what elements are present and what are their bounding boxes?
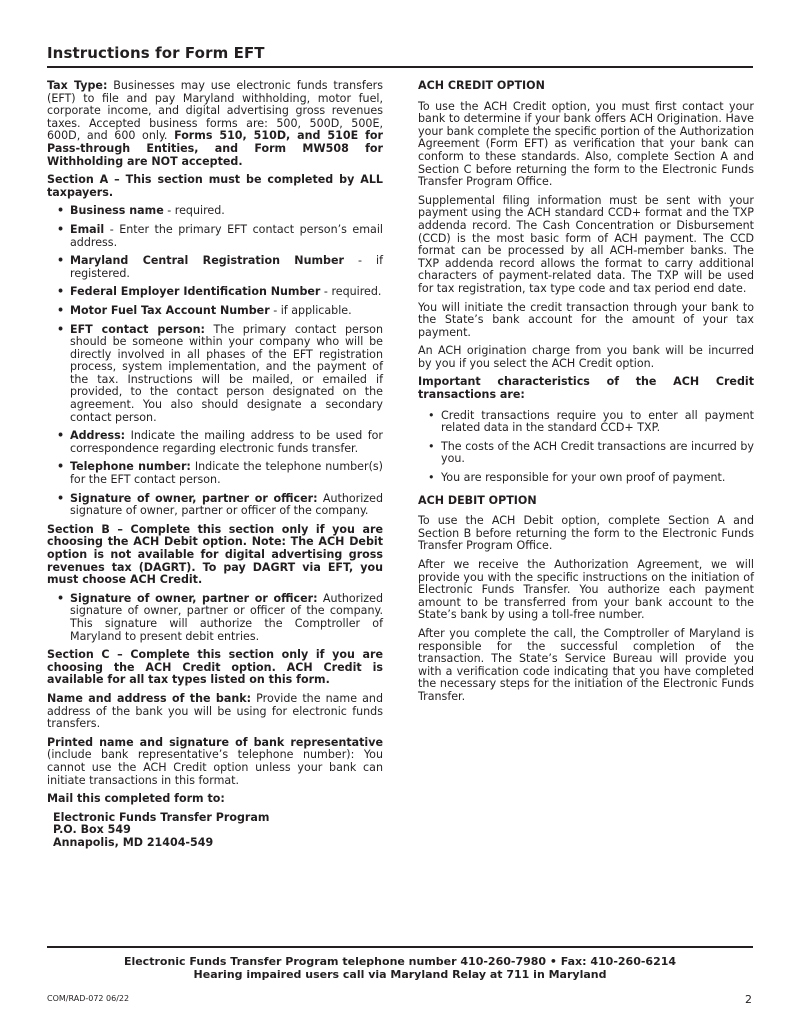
ach-debit-heading: ACH DEBIT OPTION bbox=[418, 493, 537, 507]
address-line: Annapolis, MD 21404-549 bbox=[53, 835, 214, 849]
list-item bbox=[47, 461, 383, 486]
item-text: Authorized signature of owner, partner or officer of the company. This signature will authorize the Comptroller of Maryland to present debit entries. bbox=[70, 591, 383, 643]
bullet-icon: • bbox=[57, 303, 65, 317]
section-a-heading: Section A – This section must be completed by ALL taxpayers. bbox=[47, 173, 383, 199]
bullet-icon: • bbox=[57, 491, 65, 505]
paragraph: You will initiate the credit transaction through your bank to the State’s bank account for the amount of your tax payment. bbox=[418, 300, 754, 339]
section-b-heading: Section B – Complete this section only if you are choosing the ACH Debit option. Note: The ACH Debit option is not available for digital advertising gross revenues tax (DAGRT). To pay DAGRT via EFT, you must choose ACH Credit. bbox=[47, 522, 383, 587]
item-label: Signature of owner, partner or officer: bbox=[70, 591, 318, 605]
footer-relay-line: Hearing impaired users call via Maryland Relay at 711 in Maryland bbox=[193, 968, 607, 981]
form-code: COM/RAD-072 06/22 bbox=[47, 994, 130, 1003]
paragraph: To use the ACH Debit option, complete Section A and Section B before returning the form to the Electronic Funds Transfer Program Office. bbox=[418, 514, 754, 553]
tax-type-label: Tax Type: bbox=[47, 79, 108, 92]
item-text: - if applicable. bbox=[269, 303, 352, 317]
bullet-icon: • bbox=[57, 460, 65, 474]
item-label: Signature of owner, partner or officer: bbox=[70, 491, 318, 505]
item-text: - if registered. bbox=[70, 254, 384, 280]
tax-type-note: Forms 510, 510D, and 510E for Pass-through Entities, and Form MW508 for Withholding are NOT accepted. bbox=[47, 129, 383, 168]
ach-credit-heading: ACH CREDIT OPTION bbox=[418, 79, 545, 92]
list-item bbox=[47, 493, 383, 518]
item-label: Address: bbox=[70, 429, 126, 443]
page-number: 2 bbox=[745, 993, 752, 1006]
section-b-list bbox=[47, 593, 383, 643]
list-item bbox=[418, 441, 754, 466]
list-item bbox=[47, 205, 383, 218]
section-c-heading: Section C – Complete this section only if you are choosing the ACH Credit option. ACH Credit is available for all tax types listed on this form. bbox=[47, 648, 383, 687]
item-text: - Enter the primary EFT contact person’s email address. bbox=[70, 222, 383, 249]
list-item bbox=[47, 255, 383, 280]
paragraph: After you complete the call, the Comptroller of Maryland is responsible for the successful completion of the transaction. The State’s Service Bureau will provide you with a verification code indicating that you have completed the necessary steps for the initiation of the Electronic Funds Transfer. bbox=[418, 626, 754, 703]
bank-rep-text: (include bank representative’s telephone number): You cannot use the ACH Credit option unless your bank can initiate transactions in this format. bbox=[47, 748, 383, 787]
mailing-address bbox=[53, 812, 383, 850]
item-label: Federal Employer Identification Number bbox=[70, 285, 321, 299]
bullet-icon: • bbox=[57, 222, 65, 236]
bullet-icon: • bbox=[57, 322, 65, 336]
list-item bbox=[47, 286, 383, 299]
page-title: Instructions for Form EFT bbox=[47, 44, 265, 62]
list-item bbox=[47, 305, 383, 318]
bullet-icon: • bbox=[57, 429, 65, 443]
bank-paragraph bbox=[47, 693, 383, 731]
item-label: Maryland Central Registration Number bbox=[70, 254, 344, 268]
footer-divider bbox=[47, 946, 753, 948]
tax-type-paragraph bbox=[47, 80, 383, 168]
paragraph: To use the ACH Credit option, you must first contact your bank to determine if your bank offers ACH Origination. Have your bank complete the specific portion of the Authorization Agreement (Form EFT) as verification that your bank can conform to these standards. Also, complete Section A and Section C before returning the form to the Electronic Funds Transfer Program Office. bbox=[418, 99, 754, 189]
item-text: Authorized signature of owner, partner or officer of the company. bbox=[70, 491, 383, 518]
bullet-icon: • bbox=[57, 204, 65, 218]
bullet-icon: • bbox=[428, 408, 435, 422]
mail-heading: Mail this completed form to: bbox=[47, 792, 225, 806]
list-item bbox=[418, 410, 754, 435]
list-item bbox=[47, 593, 383, 643]
list-item bbox=[47, 430, 383, 455]
bank-rep-paragraph bbox=[47, 737, 383, 787]
paragraph: After we receive the Authorization Agreement, we will provide you with the specific instructions on the initiation of Electronic Funds Transfer. You authorize each payment amount to be transferred from your bank account to the State’s bank by using a toll-free number. bbox=[418, 558, 754, 622]
item-text: You are responsible for your own proof of payment. bbox=[441, 471, 726, 485]
paragraph: An ACH origination charge from you bank will be incurred by you if you select the ACH Credit option. bbox=[418, 344, 754, 370]
bullet-icon: • bbox=[57, 591, 65, 605]
bullet-icon: • bbox=[428, 439, 435, 453]
item-label: Telephone number: bbox=[70, 460, 191, 474]
paragraph: Supplemental filing information must be sent with your payment using the ACH standard CCD+ format and the TXP addenda record. The Cash Concentration or Disbursement (CCD) is the most basic form of ACH payment. The CCD format can be processed by all ACH-member banks. The TXP addenda record allows the format to carry additional characters of payment-related data. The TXP will be used for tax registration, tax type code and tax period end date. bbox=[418, 193, 754, 295]
list-item bbox=[47, 324, 383, 425]
item-label: Business name bbox=[70, 204, 164, 218]
left-column bbox=[47, 80, 383, 849]
section-a-list bbox=[47, 205, 383, 517]
characteristics-heading: Important characteristics of the ACH Credit transactions are: bbox=[418, 375, 754, 402]
address-line: Electronic Funds Transfer Program bbox=[53, 810, 270, 824]
item-text: Indicate the mailing address to be used for correspondence regarding electronic funds transfer. bbox=[70, 429, 383, 455]
item-label: EFT contact person: bbox=[70, 322, 205, 336]
item-text: The primary contact person should be someone within your company who will be directly involved in all phases of the EFT registration process, system implementation, and the payment of the tax. Instructions will be mailed, or emailed if provided, to the contact person designated on the agreement. You also should designate a secondary contact person. bbox=[70, 322, 383, 424]
address-line: P.O. Box 549 bbox=[53, 823, 131, 837]
item-label: Motor Fuel Tax Account Number bbox=[70, 303, 270, 317]
bullet-icon: • bbox=[57, 285, 65, 299]
footer-contact-line: Electronic Funds Transfer Program telephone number 410-260-7980 • Fax: 410-260-6214 bbox=[123, 955, 677, 968]
bank-text: Provide the name and address of the bank you will be using for electronic funds transfers. bbox=[47, 691, 383, 731]
characteristics-list bbox=[418, 410, 754, 485]
list-item bbox=[47, 224, 383, 249]
bullet-icon: • bbox=[57, 254, 65, 268]
bullet-icon: • bbox=[428, 471, 435, 485]
title-divider bbox=[47, 66, 753, 68]
bank-label: Name and address of the bank: bbox=[47, 691, 252, 705]
bank-rep-label: Printed name and signature of bank representative bbox=[47, 735, 383, 749]
item-text: Credit transactions require you to enter all payment related data in the standard CCD+ TXP. bbox=[441, 408, 754, 435]
item-text: - required. bbox=[163, 204, 225, 218]
tax-type-text: Businesses may use electronic funds transfers (EFT) to file and pay Maryland withholding, motor fuel, corporate income, and digital advertising gross revenues taxes. Accepted business forms are: 500, 500D, 500E, 600D, and 600 only. bbox=[47, 79, 383, 143]
right-column bbox=[418, 80, 754, 710]
list-item bbox=[418, 472, 754, 485]
item-text: Indicate the telephone number(s) for the EFT contact person. bbox=[70, 460, 384, 487]
item-text: The costs of the ACH Credit transactions are incurred by you. bbox=[441, 439, 754, 466]
item-text: - required. bbox=[320, 285, 382, 299]
item-label: Email bbox=[70, 222, 105, 236]
